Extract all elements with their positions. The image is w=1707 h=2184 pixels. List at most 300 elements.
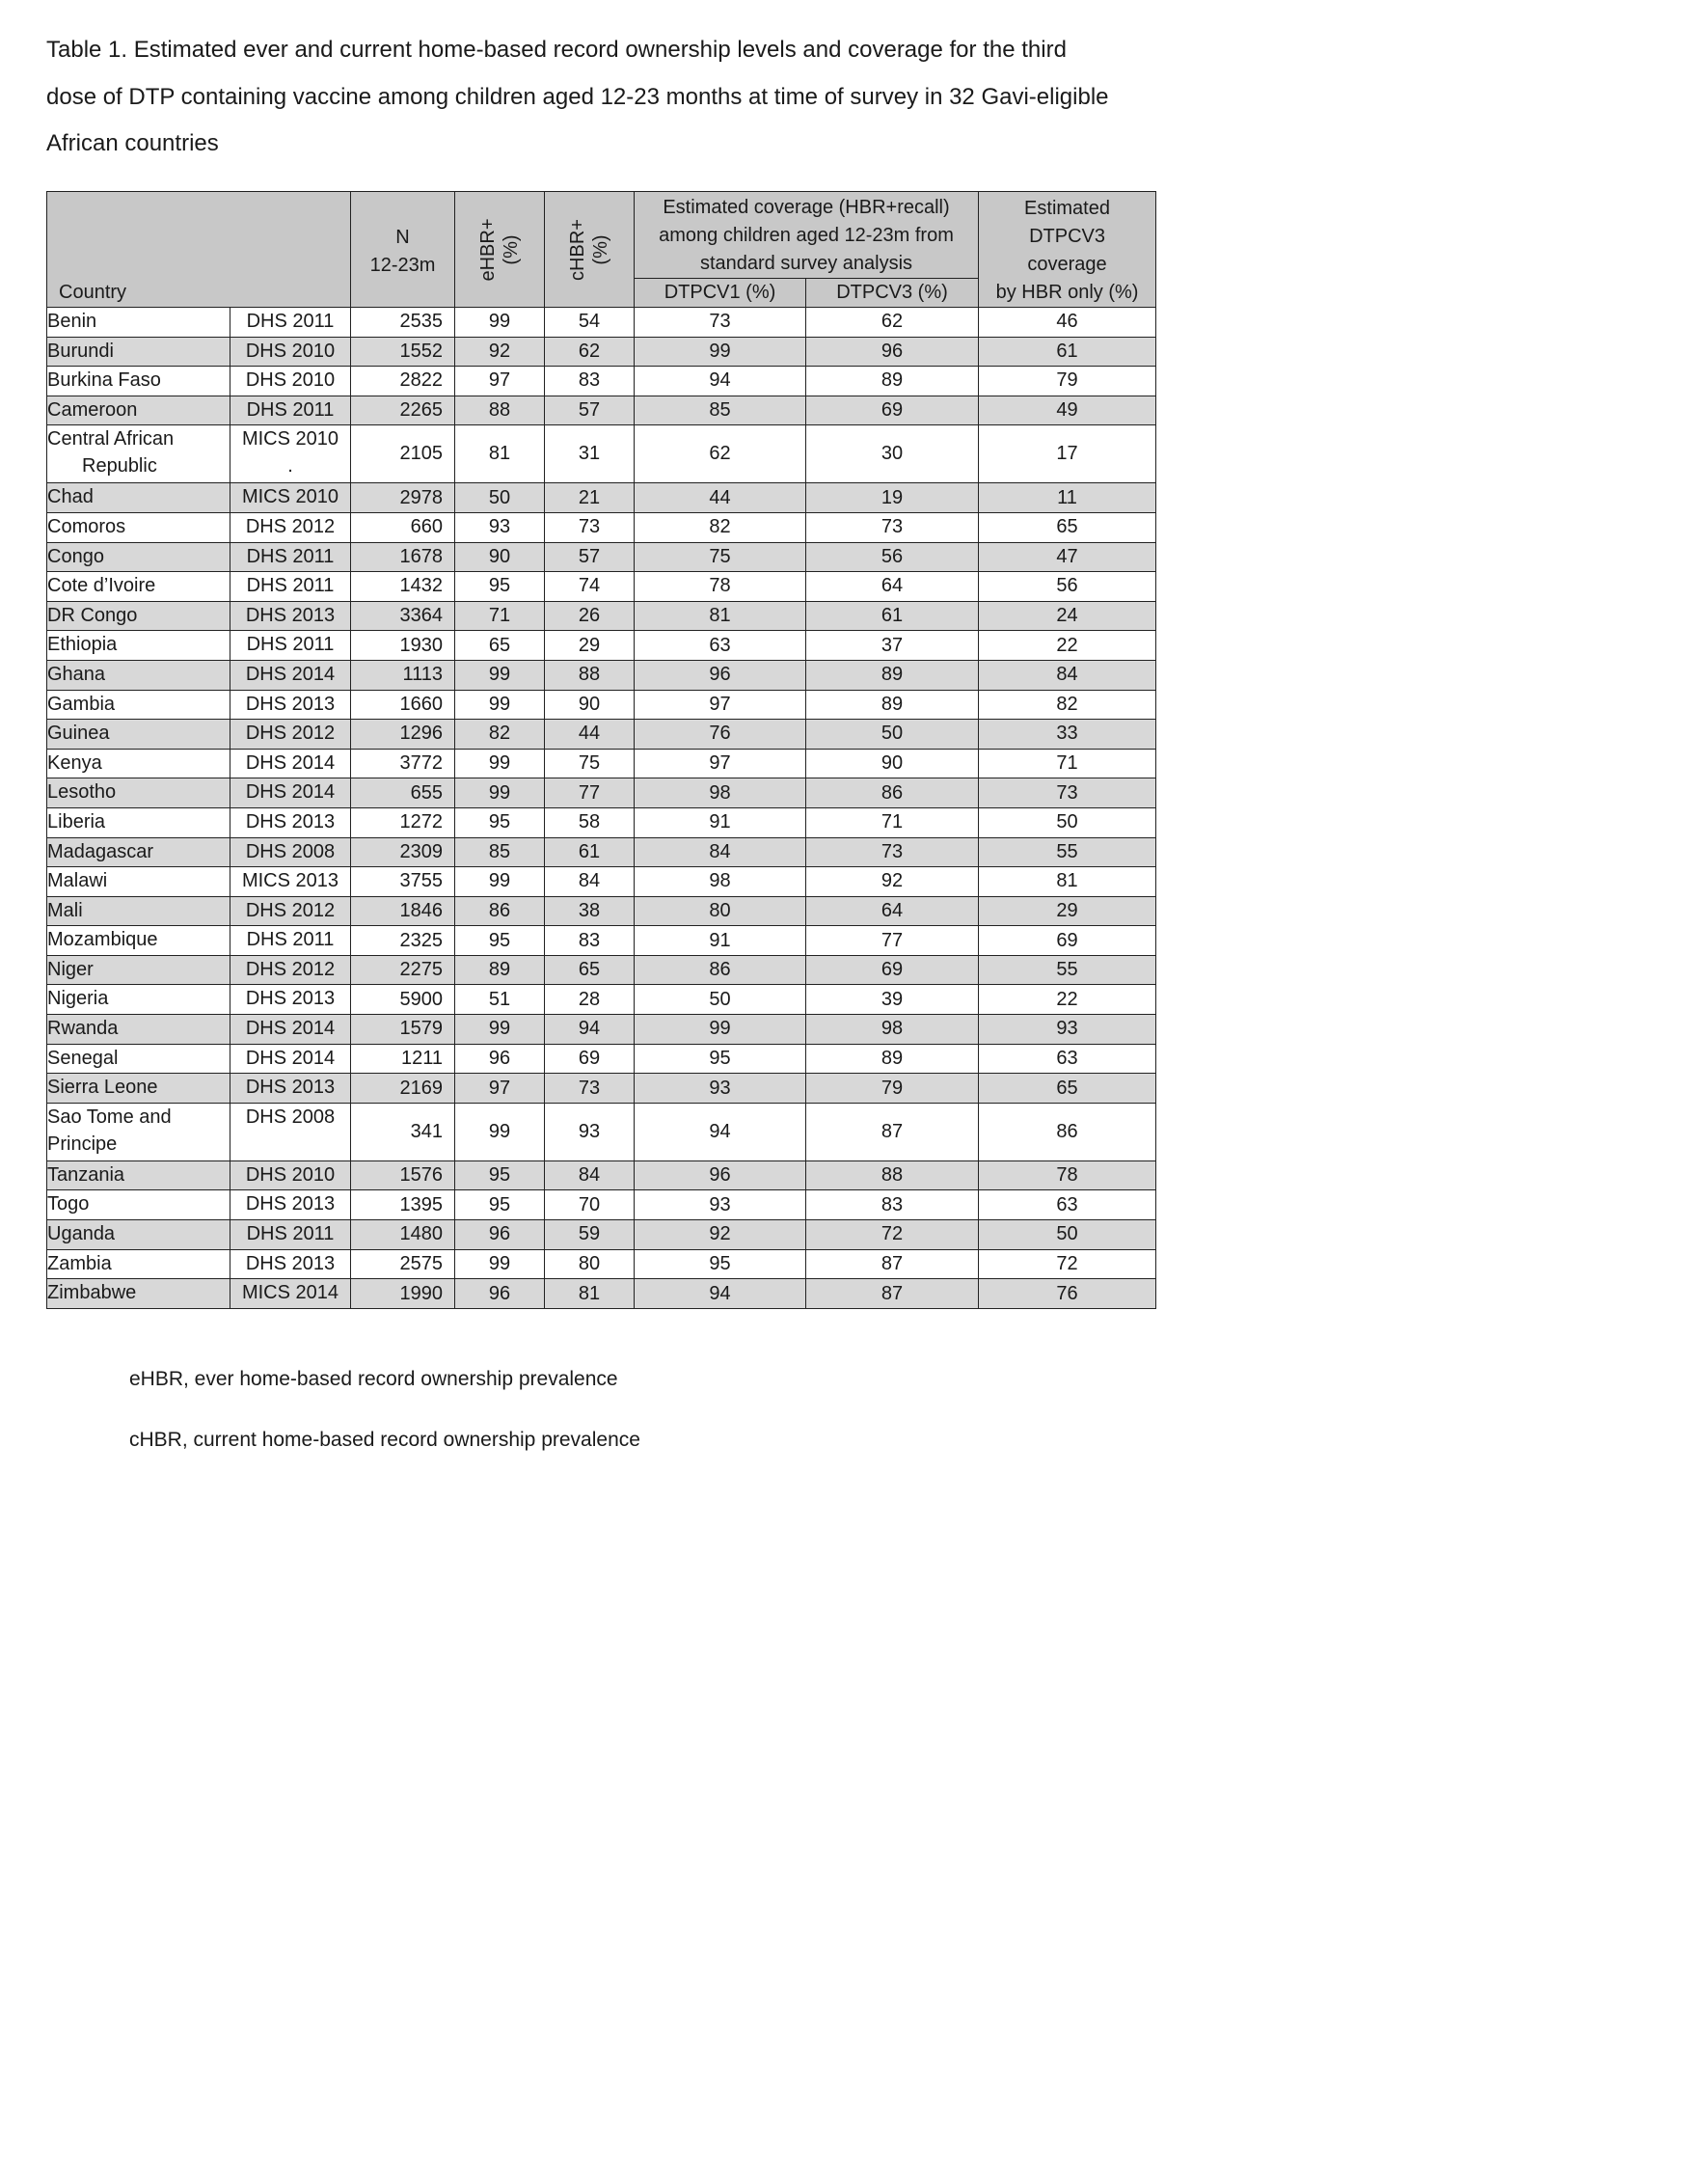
header-hbr-only — [979, 192, 1156, 308]
cell-chbr: 57 — [545, 542, 635, 572]
cell-chbr: 21 — [545, 483, 635, 513]
cell-hbr-only: 71 — [979, 749, 1156, 778]
cell-n: 1990 — [351, 1279, 455, 1309]
cell-chbr: 29 — [545, 631, 635, 661]
survey-label: DHS 2014 — [245, 1047, 336, 1069]
country-name: Kenya — [47, 751, 102, 774]
cell-chbr: 62 — [545, 337, 635, 367]
cell-hbr-only: 81 — [979, 867, 1156, 897]
cell-country — [47, 749, 230, 778]
cell-dtpcv3: 73 — [806, 837, 979, 867]
survey-label: DHS 2012 — [245, 899, 336, 921]
survey-label: DHS 2008 — [245, 840, 336, 862]
header-hbr-line-4: by HBR only (%) — [995, 282, 1139, 303]
cell-hbr-only: 63 — [979, 1190, 1156, 1220]
cell-dtpcv3: 83 — [806, 1190, 979, 1220]
cell-n: 2275 — [351, 955, 455, 985]
cell-hbr-only: 17 — [979, 425, 1156, 483]
cell-dtpcv1: 96 — [635, 1160, 806, 1190]
cell-n: 1660 — [351, 690, 455, 720]
table-row — [47, 308, 1156, 338]
table-row — [47, 896, 1156, 926]
cell-dtpcv1: 84 — [635, 837, 806, 867]
table-row — [47, 542, 1156, 572]
table-caption — [46, 27, 1184, 168]
country-name: Mali — [47, 899, 83, 921]
cell-dtpcv3: 69 — [806, 955, 979, 985]
cell-dtpcv1: 98 — [635, 867, 806, 897]
cell-ehbr: 96 — [455, 1220, 545, 1250]
cell-hbr-only: 93 — [979, 1015, 1156, 1045]
cell-chbr: 54 — [545, 308, 635, 338]
cell-chbr: 83 — [545, 926, 635, 956]
cell-n: 660 — [351, 512, 455, 542]
cell-n: 1395 — [351, 1190, 455, 1220]
cell-dtpcv3: 89 — [806, 690, 979, 720]
cell-n: 2575 — [351, 1249, 455, 1279]
cell-dtpcv1: 95 — [635, 1044, 806, 1074]
cell-ehbr: 96 — [455, 1279, 545, 1309]
cell-chbr: 69 — [545, 1044, 635, 1074]
cell-dtpcv3: 87 — [806, 1249, 979, 1279]
cell-country — [47, 483, 230, 513]
cell-dtpcv3: 79 — [806, 1074, 979, 1104]
survey-label: DHS 2010 — [245, 340, 336, 362]
cell-country — [47, 1190, 230, 1220]
country-name: Togo — [47, 1193, 90, 1215]
country-name: Madagascar — [47, 840, 154, 862]
header-ehbr-rotated — [476, 218, 523, 281]
survey-label: DHS 2010 — [245, 1163, 336, 1186]
country-name: Comoros — [47, 515, 126, 537]
survey-label: DHS 2010 — [245, 369, 336, 392]
country-name: Zambia — [47, 1252, 112, 1274]
cell-dtpcv3: 73 — [806, 512, 979, 542]
cell-hbr-only: 55 — [979, 837, 1156, 867]
cell-n: 341 — [351, 1103, 455, 1160]
cell-dtpcv3: 71 — [806, 807, 979, 837]
cell-dtpcv1: 78 — [635, 572, 806, 602]
header-coverage-line-3: standard survey analysis — [699, 253, 913, 274]
cell-country — [47, 926, 230, 956]
table-row — [47, 425, 1156, 483]
cell-hbr-only: 50 — [979, 807, 1156, 837]
cell-dtpcv1: 93 — [635, 1074, 806, 1104]
country-name: Cote d’Ivoire — [47, 575, 156, 597]
survey-label: DHS 2011 — [246, 398, 335, 421]
cell-ehbr: 86 — [455, 896, 545, 926]
cell-dtpcv1: 93 — [635, 1190, 806, 1220]
table-body — [47, 308, 1156, 1309]
cell-chbr: 77 — [545, 778, 635, 808]
cell-hbr-only: 50 — [979, 1220, 1156, 1250]
cell-survey — [230, 778, 351, 808]
cell-hbr-only: 63 — [979, 1044, 1156, 1074]
caption-line-3: African countries — [46, 130, 219, 156]
country-name: Mozambique — [47, 929, 158, 951]
survey-label: DHS 2011 — [246, 575, 335, 597]
cell-chbr: 74 — [545, 572, 635, 602]
cell-n: 1272 — [351, 807, 455, 837]
cell-dtpcv3: 30 — [806, 425, 979, 483]
cell-dtpcv3: 92 — [806, 867, 979, 897]
header-dtpcv3: DTPCV3 (%) — [806, 279, 979, 308]
caption-line-2: dose of DTP containing vaccine among children aged 12-23 months at time of survey in 32 Gavi-eligible — [46, 83, 1109, 110]
cell-dtpcv1: 99 — [635, 1015, 806, 1045]
cell-country — [47, 367, 230, 396]
cell-dtpcv1: 91 — [635, 807, 806, 837]
country-name: Lesotho — [47, 781, 117, 804]
country-name-cont: Principe — [47, 1133, 118, 1155]
country-name-cont: Republic — [82, 455, 157, 478]
cell-dtpcv3: 98 — [806, 1015, 979, 1045]
cell-n: 1211 — [351, 1044, 455, 1074]
cell-ehbr: 99 — [455, 867, 545, 897]
cell-dtpcv3: 69 — [806, 396, 979, 425]
cell-country — [47, 807, 230, 837]
table-row — [47, 1220, 1156, 1250]
table-row — [47, 1044, 1156, 1074]
country-name: Ghana — [47, 663, 106, 685]
header-coverage-group — [635, 192, 979, 279]
country-name: Senegal — [47, 1047, 119, 1069]
cell-hbr-only: 55 — [979, 955, 1156, 985]
cell-n: 3364 — [351, 601, 455, 631]
survey-label: DHS 2014 — [245, 751, 336, 774]
cell-ehbr: 50 — [455, 483, 545, 513]
header-hbr-line-3: coverage — [1027, 254, 1107, 275]
table-row — [47, 631, 1156, 661]
cell-chbr: 38 — [545, 896, 635, 926]
cell-hbr-only: 33 — [979, 720, 1156, 750]
cell-dtpcv3: 87 — [806, 1279, 979, 1309]
cell-survey — [230, 308, 351, 338]
cell-dtpcv3: 86 — [806, 778, 979, 808]
cell-n: 1296 — [351, 720, 455, 750]
country-name: DR Congo — [47, 604, 138, 626]
cell-ehbr: 99 — [455, 1249, 545, 1279]
cell-hbr-only: 73 — [979, 778, 1156, 808]
cell-ehbr: 97 — [455, 367, 545, 396]
footnote-ehbr: eHBR, ever home-based record ownership prevalence — [129, 1368, 618, 1390]
cell-hbr-only: 61 — [979, 337, 1156, 367]
cell-country — [47, 1220, 230, 1250]
cell-country — [47, 631, 230, 661]
cell-survey — [230, 631, 351, 661]
cell-country — [47, 955, 230, 985]
table-row — [47, 483, 1156, 513]
cell-dtpcv1: 98 — [635, 778, 806, 808]
cell-ehbr: 96 — [455, 1044, 545, 1074]
cell-country — [47, 601, 230, 631]
cell-ehbr: 97 — [455, 1074, 545, 1104]
cell-ehbr: 51 — [455, 985, 545, 1015]
cell-chbr: 75 — [545, 749, 635, 778]
cell-survey — [230, 542, 351, 572]
header-chbr-unit: (%) — [590, 233, 611, 265]
cell-survey — [230, 483, 351, 513]
cell-hbr-only: 72 — [979, 1249, 1156, 1279]
cell-survey — [230, 926, 351, 956]
cell-hbr-only: 76 — [979, 1279, 1156, 1309]
cell-dtpcv1: 80 — [635, 896, 806, 926]
cell-n: 655 — [351, 778, 455, 808]
header-ehbr — [455, 192, 545, 308]
country-name: Congo — [47, 545, 104, 567]
cell-survey — [230, 955, 351, 985]
cell-survey — [230, 572, 351, 602]
cell-hbr-only: 47 — [979, 542, 1156, 572]
cell-chbr: 28 — [545, 985, 635, 1015]
table-row — [47, 367, 1156, 396]
cell-hbr-only: 29 — [979, 896, 1156, 926]
cell-survey — [230, 807, 351, 837]
cell-dtpcv1: 63 — [635, 631, 806, 661]
table-row — [47, 337, 1156, 367]
cell-dtpcv3: 87 — [806, 1103, 979, 1160]
table-row — [47, 1160, 1156, 1190]
survey-label: DHS 2012 — [245, 958, 336, 980]
cell-dtpcv1: 76 — [635, 720, 806, 750]
table-row — [47, 601, 1156, 631]
table-row — [47, 690, 1156, 720]
cell-n: 2535 — [351, 308, 455, 338]
cell-dtpcv1: 85 — [635, 396, 806, 425]
country-name: Chad — [47, 486, 94, 508]
survey-label: DHS 2012 — [245, 515, 336, 537]
cell-dtpcv3: 89 — [806, 660, 979, 690]
cell-ehbr: 88 — [455, 396, 545, 425]
country-name: Sierra Leone — [47, 1077, 158, 1099]
table-row — [47, 778, 1156, 808]
cell-survey — [230, 690, 351, 720]
survey-label: MICS 2014 — [241, 1282, 339, 1304]
cell-country — [47, 660, 230, 690]
country-name: Zimbabwe — [47, 1282, 137, 1304]
table-row — [47, 926, 1156, 956]
cell-survey — [230, 985, 351, 1015]
cell-n: 2325 — [351, 926, 455, 956]
cell-chbr: 88 — [545, 660, 635, 690]
cell-dtpcv1: 50 — [635, 985, 806, 1015]
table-row — [47, 1279, 1156, 1309]
cell-chbr: 81 — [545, 1279, 635, 1309]
cell-survey — [230, 1074, 351, 1104]
cell-ehbr: 99 — [455, 1103, 545, 1160]
cell-country — [47, 396, 230, 425]
survey-label: DHS 2011 — [246, 634, 335, 656]
cell-hbr-only: 79 — [979, 367, 1156, 396]
cell-survey — [230, 337, 351, 367]
cell-dtpcv1: 75 — [635, 542, 806, 572]
cell-dtpcv3: 72 — [806, 1220, 979, 1250]
country-name: Uganda — [47, 1223, 116, 1245]
cell-survey — [230, 1220, 351, 1250]
survey-label: MICS 2010 — [241, 486, 339, 508]
cell-survey — [230, 867, 351, 897]
cell-chbr: 44 — [545, 720, 635, 750]
cell-ehbr: 99 — [455, 749, 545, 778]
country-name: Niger — [47, 958, 94, 980]
header-chbr-label: cHBR+ — [567, 218, 588, 281]
cell-n: 2309 — [351, 837, 455, 867]
cell-survey — [230, 1160, 351, 1190]
cell-ehbr: 92 — [455, 337, 545, 367]
cell-hbr-only: 69 — [979, 926, 1156, 956]
cell-survey — [230, 396, 351, 425]
footnote-chbr: cHBR, current home-based record ownership prevalence — [129, 1429, 640, 1451]
cell-dtpcv1: 94 — [635, 367, 806, 396]
cell-ehbr: 99 — [455, 660, 545, 690]
header-chbr-rotated — [566, 219, 612, 281]
cell-ehbr: 82 — [455, 720, 545, 750]
cell-ehbr: 93 — [455, 512, 545, 542]
cell-ehbr: 95 — [455, 807, 545, 837]
cell-dtpcv1: 91 — [635, 926, 806, 956]
table-row — [47, 720, 1156, 750]
table-row — [47, 660, 1156, 690]
cell-n: 1432 — [351, 572, 455, 602]
survey-label: DHS 2014 — [245, 1018, 336, 1040]
survey-label: DHS 2013 — [245, 1252, 336, 1274]
cell-survey — [230, 1015, 351, 1045]
cell-ehbr: 99 — [455, 1015, 545, 1045]
survey-label: DHS 2013 — [245, 693, 336, 715]
cell-ehbr: 99 — [455, 308, 545, 338]
cell-survey — [230, 1103, 351, 1160]
cell-dtpcv1: 81 — [635, 601, 806, 631]
cell-dtpcv3: 61 — [806, 601, 979, 631]
cell-dtpcv3: 37 — [806, 631, 979, 661]
cell-chbr: 93 — [545, 1103, 635, 1160]
header-coverage-line-1: Estimated coverage (HBR+recall) — [663, 197, 950, 218]
header-n — [351, 192, 455, 308]
cell-ehbr: 85 — [455, 837, 545, 867]
cell-country — [47, 1103, 230, 1160]
table-row — [47, 1103, 1156, 1160]
cell-n: 3772 — [351, 749, 455, 778]
cell-dtpcv1: 94 — [635, 1103, 806, 1160]
table-row — [47, 1015, 1156, 1045]
cell-dtpcv3: 96 — [806, 337, 979, 367]
cell-hbr-only: 65 — [979, 1074, 1156, 1104]
cell-hbr-only: 46 — [979, 308, 1156, 338]
caption-line-1: Table 1. Estimated ever and current home-based record ownership levels and coverage for the third — [46, 37, 1067, 63]
header-hbr-line-2: DTPCV3 — [1029, 226, 1105, 247]
cell-ehbr: 95 — [455, 572, 545, 602]
cell-dtpcv3: 56 — [806, 542, 979, 572]
cell-dtpcv3: 62 — [806, 308, 979, 338]
cell-survey — [230, 749, 351, 778]
cell-survey — [230, 660, 351, 690]
cell-chbr: 84 — [545, 867, 635, 897]
cell-n: 2822 — [351, 367, 455, 396]
country-name: Nigeria — [47, 988, 109, 1010]
cell-country — [47, 1044, 230, 1074]
cell-dtpcv3: 50 — [806, 720, 979, 750]
cell-dtpcv3: 19 — [806, 483, 979, 513]
header-n-label: N — [395, 227, 410, 248]
table-row — [47, 749, 1156, 778]
cell-dtpcv3: 88 — [806, 1160, 979, 1190]
cell-n: 1576 — [351, 1160, 455, 1190]
survey-label: DHS 2014 — [245, 663, 336, 685]
survey-label: DHS 2008 — [245, 1106, 336, 1128]
cell-country — [47, 337, 230, 367]
table-row — [47, 396, 1156, 425]
cell-dtpcv3: 64 — [806, 572, 979, 602]
cell-dtpcv3: 64 — [806, 896, 979, 926]
cell-survey — [230, 1279, 351, 1309]
cell-dtpcv1: 99 — [635, 337, 806, 367]
cell-survey — [230, 1249, 351, 1279]
cell-chbr: 80 — [545, 1249, 635, 1279]
country-name: Cameroon — [47, 398, 138, 421]
header-country: Country — [47, 192, 351, 308]
cell-chbr: 59 — [545, 1220, 635, 1250]
cell-hbr-only: 49 — [979, 396, 1156, 425]
cell-dtpcv1: 86 — [635, 955, 806, 985]
cell-survey — [230, 601, 351, 631]
cell-hbr-only: 78 — [979, 1160, 1156, 1190]
cell-chbr: 26 — [545, 601, 635, 631]
cell-survey — [230, 512, 351, 542]
cell-hbr-only: 22 — [979, 985, 1156, 1015]
cell-chbr: 70 — [545, 1190, 635, 1220]
cell-hbr-only: 56 — [979, 572, 1156, 602]
survey-label: DHS 2013 — [245, 604, 336, 626]
cell-chbr: 84 — [545, 1160, 635, 1190]
cell-ehbr: 65 — [455, 631, 545, 661]
cell-hbr-only: 24 — [979, 601, 1156, 631]
table-row — [47, 512, 1156, 542]
country-name: Gambia — [47, 693, 116, 715]
survey-label: DHS 2013 — [245, 1077, 336, 1099]
cell-country — [47, 896, 230, 926]
table-row — [47, 1190, 1156, 1220]
survey-label: DHS 2013 — [245, 988, 336, 1010]
cell-ehbr: 89 — [455, 955, 545, 985]
table-row — [47, 1074, 1156, 1104]
header-ehbr-unit: (%) — [501, 233, 522, 265]
cell-survey — [230, 1044, 351, 1074]
country-name: Burundi — [47, 340, 114, 362]
cell-dtpcv1: 94 — [635, 1279, 806, 1309]
cell-dtpcv3: 77 — [806, 926, 979, 956]
cell-n: 3755 — [351, 867, 455, 897]
cell-n: 2105 — [351, 425, 455, 483]
cell-ehbr: 81 — [455, 425, 545, 483]
cell-hbr-only: 22 — [979, 631, 1156, 661]
cell-chbr: 83 — [545, 367, 635, 396]
cell-dtpcv1: 96 — [635, 660, 806, 690]
cell-country — [47, 1249, 230, 1279]
cell-survey — [230, 837, 351, 867]
cell-chbr: 61 — [545, 837, 635, 867]
cell-hbr-only: 86 — [979, 1103, 1156, 1160]
survey-label: DHS 2011 — [246, 545, 335, 567]
country-name: Benin — [47, 311, 97, 332]
cell-ehbr: 71 — [455, 601, 545, 631]
header-hbr-line-1: Estimated — [1024, 198, 1110, 219]
header-dtpcv1: DTPCV1 (%) — [635, 279, 806, 308]
country-name: Malawi — [47, 870, 108, 892]
cell-country — [47, 690, 230, 720]
cell-chbr: 94 — [545, 1015, 635, 1045]
survey-label: DHS 2011 — [246, 929, 335, 951]
table-row — [47, 867, 1156, 897]
cell-n: 2265 — [351, 396, 455, 425]
